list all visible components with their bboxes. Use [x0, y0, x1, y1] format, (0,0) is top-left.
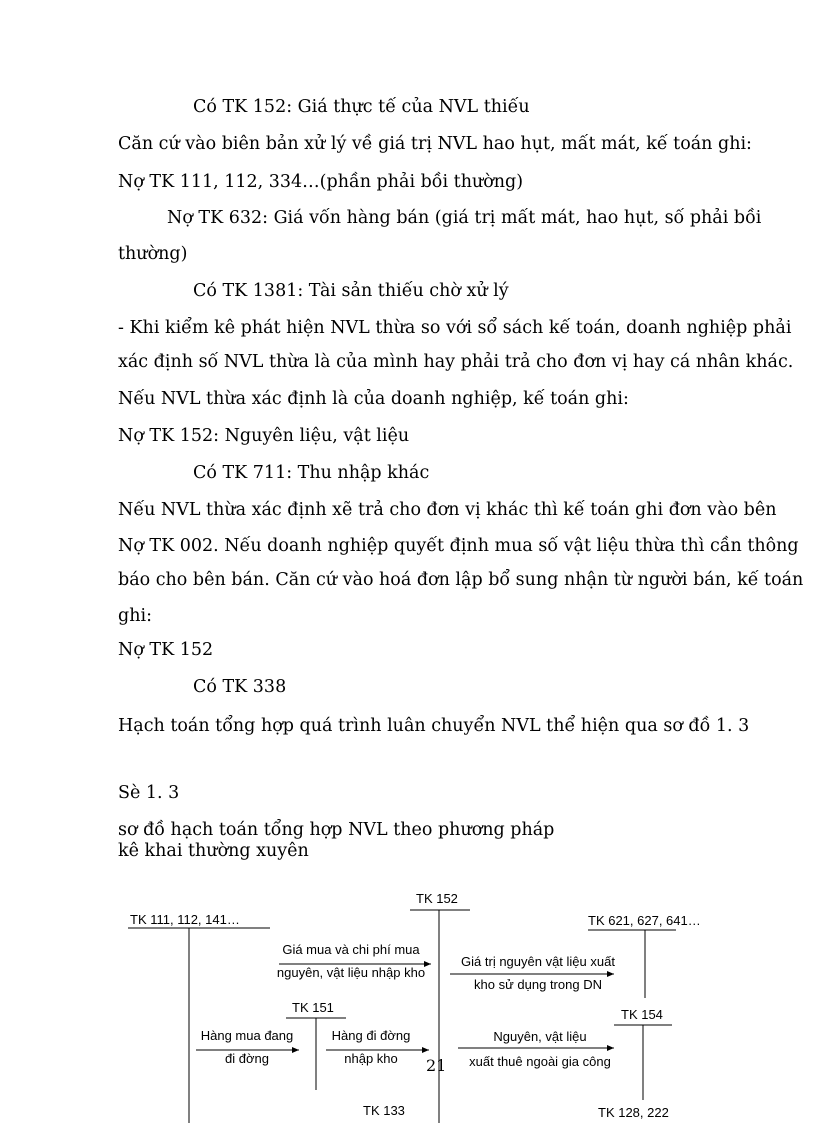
tk111-label: TK 111, 112, 141… [130, 912, 240, 927]
paragraph-line: thường) [118, 244, 188, 264]
tk621-label: TK 621, 627, 641… [588, 913, 701, 928]
diagram-title: sơ đồ hạch toán tổng hợp NVL theo phương pháp [118, 820, 555, 840]
page-number: 21 [426, 1056, 447, 1075]
entry-credit-152: Có TK 152: Giá thực tế của NVL thiếu [193, 97, 530, 117]
arrow-label: nguyên, vật liệu nhập kho [276, 965, 426, 980]
paragraph-line: Hạch toán tổng hợp quá trình luân chuyển NVL thể hiện qua sơ đồ 1. 3 [118, 716, 750, 736]
entry-debit-111: Nợ TK 111, 112, 334…(phần phải bồi thường) [118, 172, 524, 192]
entry-debit-632: Nợ TK 632: Giá vốn hàng bán (giá trị mất mát, hao hụt, số phải bồi [167, 208, 762, 228]
arrow-label: Giá mua và chi phí mua [282, 942, 420, 957]
arrow-label: Hàng mua đang [200, 1028, 294, 1043]
arrow-label: kho sử dụng trong DN [474, 977, 602, 992]
paragraph-line: Căn cứ vào biên bản xử lý về giá trị NVL hao hụt, mất mát, kế toán ghi: [118, 134, 752, 154]
arrow-label: Giá trị nguyên vật liệu xuất [461, 954, 615, 969]
tk128-label: TK 128, 222 [598, 1105, 669, 1120]
diagram-title: kê khai thường xuyên [118, 841, 309, 861]
paragraph-line: xác định số NVL thừa là của mình hay phải trả cho đơn vị hay cá nhân khác. [118, 352, 794, 372]
paragraph-line: - Khi kiểm kê phát hiện NVL thừa so với sổ sách kế toán, doanh nghiệp phải [118, 318, 792, 338]
paragraph-line: Nợ TK 002. Nếu doanh nghiệp quyết định mua số vật liệu thừa thì cần thông [118, 536, 799, 556]
tk154-label: TK 154 [621, 1007, 663, 1022]
entry-credit-338: Có TK 338 [193, 677, 287, 697]
paragraph-line: ghi: [118, 606, 152, 626]
arrow-label: Nguyên, vật liệu [493, 1029, 587, 1044]
arrow-label: Hàng đi đờng [331, 1028, 411, 1043]
entry-credit-711: Có TK 711: Thu nhập khác [193, 463, 430, 483]
paragraph-line: báo cho bên bán. Căn cứ vào hoá đơn lập bổ sung nhận từ người bán, kế toán [118, 570, 804, 590]
diagram-number: Sè 1. 3 [118, 783, 180, 803]
arrow-label: đi đờng [225, 1051, 269, 1066]
arrow-label: xuất thuê ngoài gia công [469, 1054, 611, 1069]
arrow-label: nhập kho [344, 1051, 398, 1066]
entry-debit-152: Nợ TK 152 [118, 640, 214, 660]
tk151-label: TK 151 [292, 1000, 334, 1015]
tk133-label: TK 133 [363, 1103, 405, 1118]
paragraph-line: Nếu NVL thừa xác định xẽ trả cho đơn vị khác thì kế toán ghi đơn vào bên [118, 500, 777, 520]
paragraph-line: Nếu NVL thừa xác định là của doanh nghiệp, kế toán ghi: [118, 389, 629, 409]
entry-credit-1381: Có TK 1381: Tài sản thiếu chờ xử lý [193, 281, 509, 301]
entry-debit-152: Nợ TK 152: Nguyên liệu, vật liệu [118, 426, 410, 446]
tk152-label: TK 152 [416, 891, 458, 906]
